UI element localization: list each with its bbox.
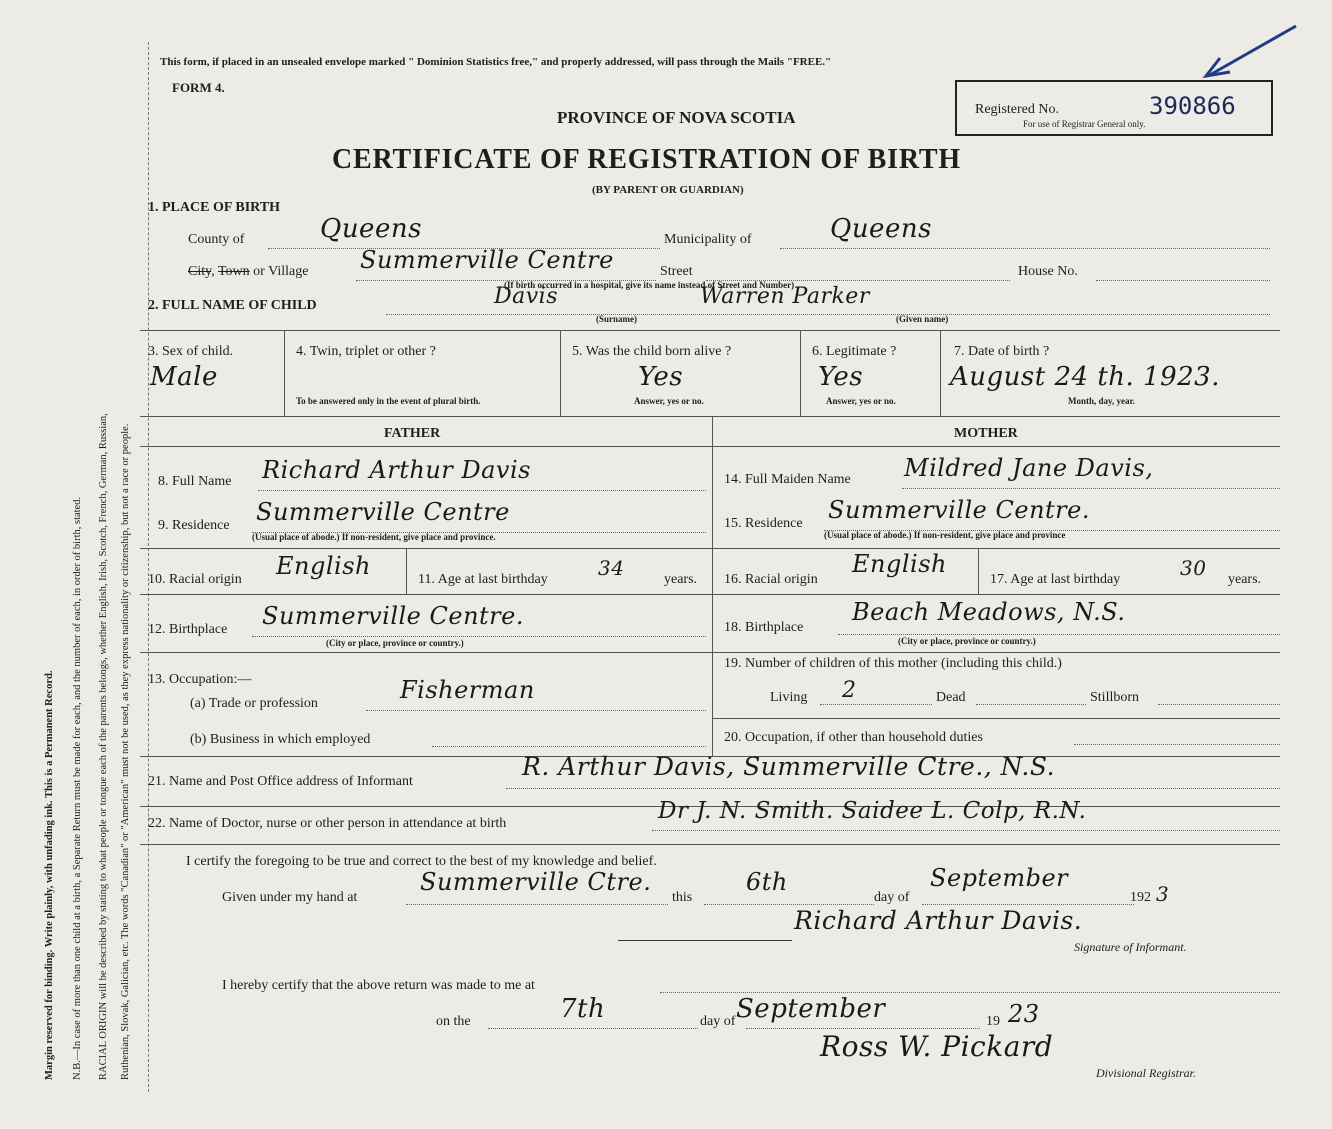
arrow-icon	[1196, 20, 1306, 84]
city-town-village-label: City, Town or Village	[188, 264, 309, 279]
given-day-of-label: day of	[874, 890, 910, 905]
mother-residence-label: 15. Residence	[724, 516, 803, 531]
informant-value: R. Arthur Davis, Summerville Ctre., N.S.	[522, 752, 1056, 781]
given-under-label: Given under my hand at	[222, 890, 358, 905]
given-day-value: 6th	[746, 868, 788, 896]
father-birthplace-note: (City or place, province or country.)	[326, 638, 464, 648]
mother-residence-note: (Usual place of abode.) If non-resident, give place and province	[824, 530, 1066, 540]
born-alive-label: 5. Was the child born alive ?	[572, 344, 732, 359]
business-label: (b) Business in which employed	[190, 732, 371, 747]
mother-race-value: English	[852, 550, 947, 578]
margin-note-racial-origin-2: Ruthenian, Slovak, Galician, etc. The words "Canadian" or "American" must not be used, as they express nationality or citizenship, but not a race or people.	[120, 423, 131, 1080]
registrar-month-value: September	[736, 994, 886, 1024]
mother-age-unit: years.	[1228, 572, 1262, 587]
child-name-label: 2. FULL NAME OF CHILD	[148, 298, 317, 313]
father-residence-value: Summerville Centre	[256, 498, 510, 526]
margin-note-binding: Margin reserved for binding. Write plainly, with unfading ink. This is a Permanent Record.	[44, 670, 55, 1080]
street-note: (If birth occurred in a hospital, give its name instead of Street and Number)	[504, 280, 795, 290]
born-alive-note: Answer, yes or no.	[634, 396, 704, 406]
child-given-name-value: Warren Parker	[700, 284, 870, 309]
city-value: Summerville Centre	[360, 246, 614, 274]
given-place-value: Summerville Ctre.	[420, 868, 652, 896]
certificate-title: CERTIFICATE OF REGISTRATION OF BIRTH	[332, 144, 961, 175]
twin-note: To be answered only in the event of plural birth.	[296, 396, 481, 406]
dead-label: Dead	[936, 690, 966, 705]
on-the-label: on the	[436, 1014, 471, 1029]
margin-note-plural-birth: N.B.—In case of more than one child at a birth, a Separate Return must be made for each, and the number of each, in order of birth, stated.	[72, 496, 83, 1080]
sex-value: Male	[150, 362, 218, 392]
father-name-value: Richard Arthur Davis	[262, 456, 531, 484]
given-name-caption: (Given name)	[896, 314, 949, 324]
registered-number-box	[955, 80, 1273, 136]
margin-note-racial-origin-1: RACIAL ORIGIN will be described by stating to what people or tongue each of the parents belongs, whether English, Irish, Scotch, French, German, Russian,	[98, 413, 109, 1080]
county-label: County of	[188, 232, 245, 247]
certificate-subtitle: (BY PARENT OR GUARDIAN)	[592, 184, 744, 196]
father-age-label: 11. Age at last birthday	[418, 572, 548, 587]
mother-birthplace-note: (City or place, province or country.)	[898, 636, 1036, 646]
given-month-value: September	[930, 864, 1069, 892]
father-birthplace-label: 12. Birthplace	[148, 622, 228, 637]
father-race-label: 10. Racial origin	[148, 572, 242, 587]
registrar-caption: Divisional Registrar.	[1096, 1066, 1197, 1080]
given-year-prefix: 192	[1130, 890, 1151, 905]
registrar-year-prefix: 19	[986, 1014, 1000, 1029]
mother-residence-value: Summerville Centre.	[828, 496, 1090, 524]
date-of-birth-value: August 24 th. 1923.	[950, 362, 1220, 392]
father-name-label: 8. Full Name	[158, 474, 232, 489]
twin-label: 4. Twin, triplet or other ?	[296, 344, 436, 359]
registered-number: 390866	[1149, 92, 1236, 120]
father-heading: FATHER	[384, 426, 441, 441]
mother-age-value: 30	[1180, 556, 1207, 580]
father-birthplace-value: Summerville Centre.	[262, 602, 524, 630]
registered-note: For use of Registrar General only.	[1023, 119, 1146, 129]
registrar-year-value: 23	[1008, 1000, 1040, 1028]
house-number-label: House No.	[1018, 264, 1078, 279]
father-residence-note: (Usual place of abode.) If non-resident, give place and province.	[252, 532, 496, 542]
province-heading: PROVINCE OF NOVA SCOTIA	[557, 108, 796, 127]
trade-value: Fisherman	[400, 676, 535, 704]
registrar-signature: Ross W. Pickard	[820, 1030, 1054, 1063]
municipality-value: Queens	[830, 214, 932, 244]
mother-birthplace-label: 18. Birthplace	[724, 620, 804, 635]
place-of-birth-label: 1. PLACE OF BIRTH	[148, 200, 281, 215]
mother-race-label: 16. Racial origin	[724, 572, 818, 587]
sex-label: 3. Sex of child.	[148, 344, 234, 359]
registrar-statement: I hereby certify that the above return was made to me at	[222, 978, 535, 993]
mother-name-label: 14. Full Maiden Name	[724, 472, 851, 487]
date-of-birth-label: 7. Date of birth ?	[954, 344, 1050, 359]
certification-statement: I certify the foregoing to be true and correct to the best of my knowledge and belief.	[186, 854, 657, 869]
legitimate-label: 6. Legitimate ?	[812, 344, 897, 359]
living-label: Living	[770, 690, 808, 705]
county-value: Queens	[320, 214, 422, 244]
mother-birthplace-value: Beach Meadows, N.S.	[852, 598, 1126, 626]
mother-name-value: Mildred Jane Davis,	[904, 454, 1154, 482]
registered-label: Registered No.	[975, 102, 1059, 117]
doctor-label: 22. Name of Doctor, nurse or other person in attendance at birth	[148, 816, 507, 831]
informant-signature: Richard Arthur Davis.	[794, 906, 1083, 935]
legitimate-value: Yes	[818, 362, 864, 392]
father-age-value: 34	[598, 556, 625, 580]
given-year-value: 3	[1156, 882, 1170, 906]
occupation-label: 13. Occupation:—	[148, 672, 252, 687]
born-alive-value: Yes	[638, 362, 684, 392]
doctor-value: Dr J. N. Smith. Saidee L. Colp, R.N.	[658, 798, 1087, 824]
legitimate-note: Answer, yes or no.	[826, 396, 896, 406]
registrar-day-of-label: day of	[700, 1014, 736, 1029]
form-number: FORM 4.	[172, 80, 225, 95]
father-residence-label: 9. Residence	[158, 518, 230, 533]
municipality-label: Municipality of	[664, 232, 752, 247]
informant-label: 21. Name and Post Office address of Informant	[148, 774, 413, 789]
this-label: this	[672, 890, 693, 905]
date-of-birth-note: Month, day, year.	[1068, 396, 1135, 406]
surname-caption: (Surname)	[596, 314, 637, 324]
child-surname-value: Davis	[494, 284, 559, 309]
street-label: Street	[660, 264, 693, 279]
registrar-day-value: 7th	[560, 994, 606, 1024]
mother-age-label: 17. Age at last birthday	[990, 572, 1121, 587]
stillborn-label: Stillborn	[1090, 690, 1140, 705]
father-age-unit: years.	[664, 572, 698, 587]
trade-label: (a) Trade or profession	[190, 696, 318, 711]
mother-occupation-label: 20. Occupation, if other than household duties	[724, 730, 983, 745]
father-race-value: English	[276, 552, 371, 580]
children-count-label: 19. Number of children of this mother (including this child.)	[724, 656, 1062, 671]
informant-signature-caption: Signature of Informant.	[1074, 940, 1187, 954]
living-value: 2	[842, 678, 857, 703]
mail-notice: This form, if placed in an unsealed envelope marked " Dominion Statistics free," and properly addressed, will pass through the Mails "FREE."	[160, 56, 832, 68]
mother-heading: MOTHER	[954, 426, 1018, 441]
